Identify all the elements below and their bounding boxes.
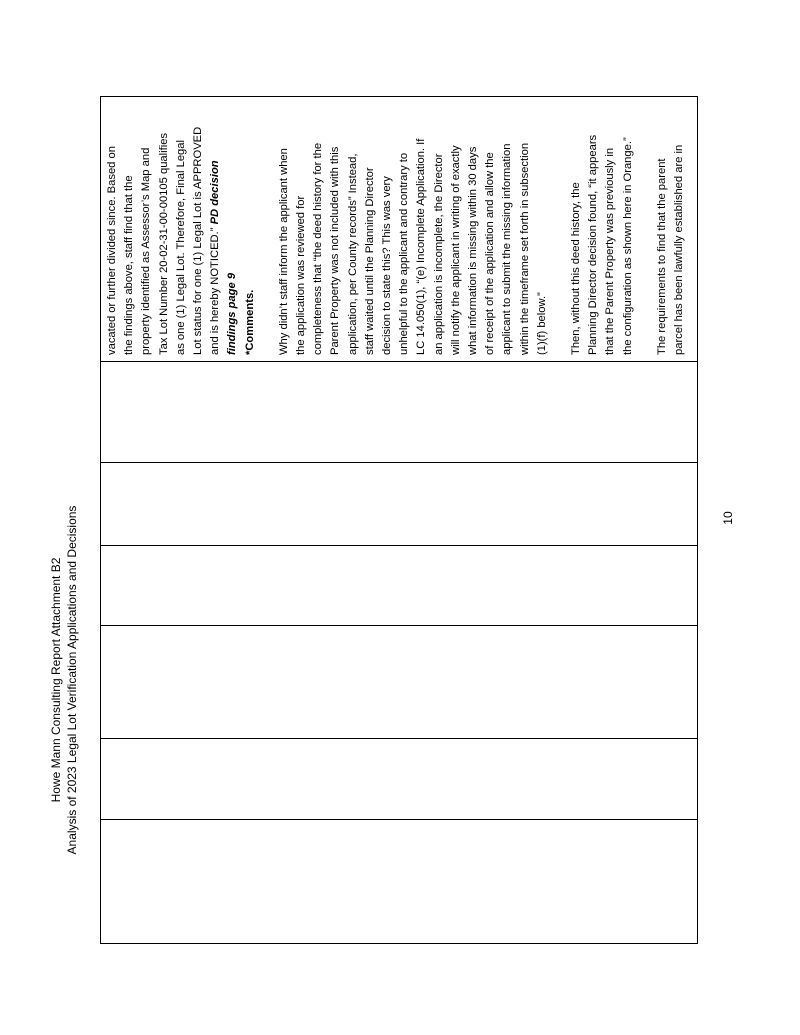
table-row-divider — [101, 462, 697, 463]
text-line: what information is missing within 30 days — [467, 146, 480, 355]
text-line: vacated or further divided since. Based on — [106, 146, 118, 355]
table-row-divider — [101, 819, 697, 820]
table-row-divider — [101, 545, 697, 546]
text-line: staff waited until the Planning Director — [363, 167, 376, 355]
text-line: unhelpful to the applicant and contrary to — [398, 152, 411, 355]
table-row-divider — [101, 738, 697, 739]
text-line: the findings above, staff find that the — [123, 175, 136, 355]
paragraph-requirements — [654, 102, 688, 355]
text-line: Why didn’t staff inform the applicant when — [277, 148, 290, 355]
text-line — [207, 102, 224, 355]
findings-reference: findings page 9 — [226, 272, 239, 355]
paragraph-deed-history — [568, 102, 637, 355]
text-line: property identified as Assessor’s Map and — [140, 147, 153, 355]
header-subtitle: Analysis of 2023 Legal Lot Verification Applications and Decisions — [65, 505, 79, 855]
text-line: parcel has been lawfully established are in — [673, 144, 686, 355]
text-line: Tax Lot Number 20-02-31-00-00105 qualifies — [157, 132, 170, 355]
text-line: LC 14.050(1), “(e) Incomplete Application. If — [415, 138, 428, 355]
text-line: will notify the applicant in writing of exactly — [449, 145, 462, 355]
text-line: an application is incomplete, the Director — [432, 153, 445, 355]
page-header — [48, 330, 98, 1030]
text-line: The requirements to find that the parent — [655, 158, 668, 355]
comment-cell-text — [100, 96, 698, 361]
text-fragment: and is hereby NOTICED.” — [209, 227, 222, 355]
comment-cell — [100, 96, 698, 361]
text-line: within the timeframe set forth in subsection — [518, 142, 531, 355]
paragraph-completeness — [276, 102, 551, 355]
text-line: as one (1) Legal Lot. Therefore, Final Legal — [174, 140, 187, 355]
text-line: Planning Director decision found, “it appears — [587, 134, 600, 355]
text-line: Parent Property was not included with this — [329, 146, 342, 355]
text-line: the application was reviewed for — [295, 195, 308, 355]
comments-heading: *Comments. — [243, 289, 256, 355]
table-row-divider — [101, 625, 697, 626]
text-line: Then, without this deed history, the — [570, 182, 583, 355]
table-row-divider — [101, 361, 697, 362]
text-line: that the Parent Property was previously in — [604, 147, 617, 355]
header-title: Howe Mann Consulting Report Attachment B2 — [49, 557, 63, 803]
text-line: (1)(f) below.” — [535, 292, 548, 355]
page-number: 10 — [721, 511, 735, 525]
text-line: completeness that “the deed history for the — [312, 142, 325, 355]
text-line: Lot status for one (1) Legal Lot is APPROVED — [192, 126, 205, 355]
text-line: the configuration as shown here in Orange.” — [621, 137, 634, 355]
text-line: application, per County records” Instead, — [346, 153, 359, 355]
text-line: of receipt of the application and allow the — [484, 152, 497, 355]
text-line: decision to state this? This was very — [381, 176, 394, 355]
text-line: applicant to submit the missing information — [501, 143, 514, 355]
pd-decision-label: PD decision — [209, 160, 222, 225]
paragraph-decision-quote — [104, 102, 259, 355]
